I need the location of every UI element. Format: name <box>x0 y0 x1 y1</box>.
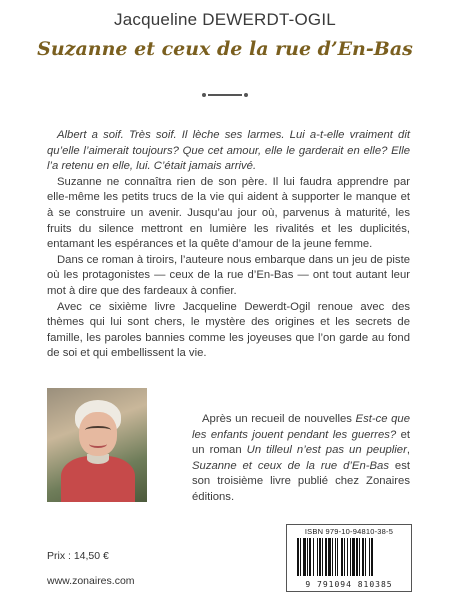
blurb-paragraph-2: Dans ce roman à tiroirs, l’auteure nous embarque dans un jeu de piste où les protagonistes — ceux de la rue d’En-Bas — ont tout autant leur mot à dire que des fardeaux à confier. <box>47 253 410 297</box>
blurb-paragraph-3: Avec ce sixième livre Jacqueline Dewerdt-Ogil renoue avec des thèmes qui lui sont chers, le mystère des origines et les secrets de famille, les paroles bannies comme les joyeuses que l’on garde au fond de soi et qui embellissent la vie. <box>47 300 410 360</box>
author-bio <box>192 412 410 506</box>
bio-book-2: Un tilleul n’est pas un peuplier <box>246 444 407 457</box>
divider-ornament <box>208 94 242 96</box>
bio-text-1: Après un recueil de nouvelles <box>202 413 356 425</box>
barcode-digits: 9 791094 810385 <box>305 580 393 589</box>
isbn-number: ISBN 979-10-94810-38-5 <box>304 527 394 536</box>
author-name: Jacqueline DEWERDT-OGIL <box>114 10 336 29</box>
back-cover-blurb <box>47 128 410 362</box>
publisher-website: www.zonaires.com <box>47 575 135 587</box>
book-title: Suzanne et ceux de la rue d’En-Bas <box>37 38 413 60</box>
author-photo <box>47 388 147 502</box>
barcode-icon <box>297 538 401 576</box>
price: Prix : 14,50 € <box>47 550 109 562</box>
bio-book-3: Suzanne et ceux de la rue d’En-Bas <box>192 459 389 472</box>
barcode-box <box>286 524 412 592</box>
bio-text-2: et un roman <box>192 428 410 457</box>
bio-book-1: Est-ce que les enfants jouent pendant les guerres? <box>192 413 410 441</box>
bio-text-4: est son troisième livre publié chez Zonaires éditions. <box>192 459 410 503</box>
opening-quote: Albert a soif. Très soif. Il lèche ses larmes. Lui a-t-elle vraiment dit qu’elle l’aimerait toujours? Que cet amour, elle le garderait en elle? Elle l’a retenu en elle, lui. C’était jamais arrivé. <box>47 129 410 173</box>
bio-text-3: , <box>406 444 410 457</box>
blurb-paragraph-1: Suzanne ne connaîtra rien de son père. Il lui faudra apprendre par elle-même les petits trucs de la vie qui aident à supporter le manque et à se construire un avenir. Jusqu’au jour où, parvenus à maturité, les fruits du silence mettront en lumière les rivalités et les duplicités, entamant les espérances et la quête d’amour de la jeune femme. <box>47 175 410 251</box>
